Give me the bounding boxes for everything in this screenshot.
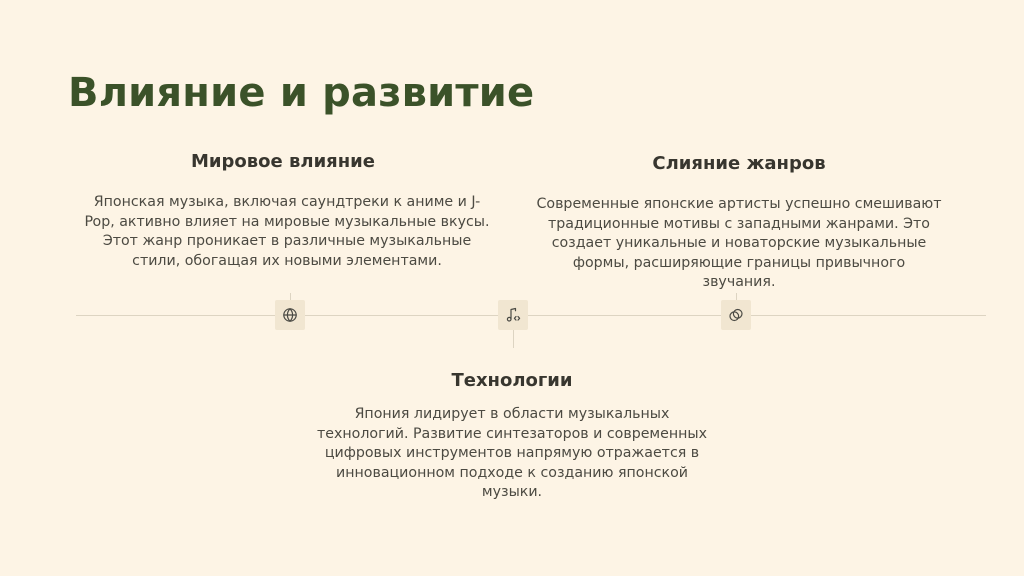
globe-icon <box>282 307 298 323</box>
timeline-marker <box>275 300 305 330</box>
timeline-item-heading: Технологии <box>451 370 573 391</box>
timeline-item-global-influence <box>84 151 490 271</box>
timeline-line <box>76 315 986 316</box>
timeline-item-heading: Слияние жанров <box>652 153 826 174</box>
timeline-item-text: Современные японские артисты успешно смешивают традиционные мотивы с западными жанрами. Это создает уникальные и новаторские музыкальные формы, расширяющие границы привычного звучания. <box>536 196 942 290</box>
timeline-connector <box>513 330 514 348</box>
timeline-item-text: Япония лидирует в области музыкальных технологий. Развитие синтезаторов и современных цифровых инструментов напрямую отражается в инновационном подходе к созданию японской музыки. <box>316 406 708 500</box>
timeline-item-text: Японская музыка, включая саундтреки к аниме и J-Pop, активно влияет на мировые музыкальные вкусы. Этот жанр проникает в различные музыкальные стили, обогащая их новыми элементами. <box>84 194 490 269</box>
page-title: Влияние и развитие <box>68 70 535 116</box>
intersecting-circles-icon <box>728 307 744 323</box>
timeline-marker <box>721 300 751 330</box>
timeline-marker <box>498 300 528 330</box>
timeline-item-heading: Мировое влияние <box>190 151 375 172</box>
timeline-item-genre-fusion <box>536 153 942 293</box>
timeline-item-technology <box>309 370 715 503</box>
music-note-code-icon <box>505 307 521 323</box>
